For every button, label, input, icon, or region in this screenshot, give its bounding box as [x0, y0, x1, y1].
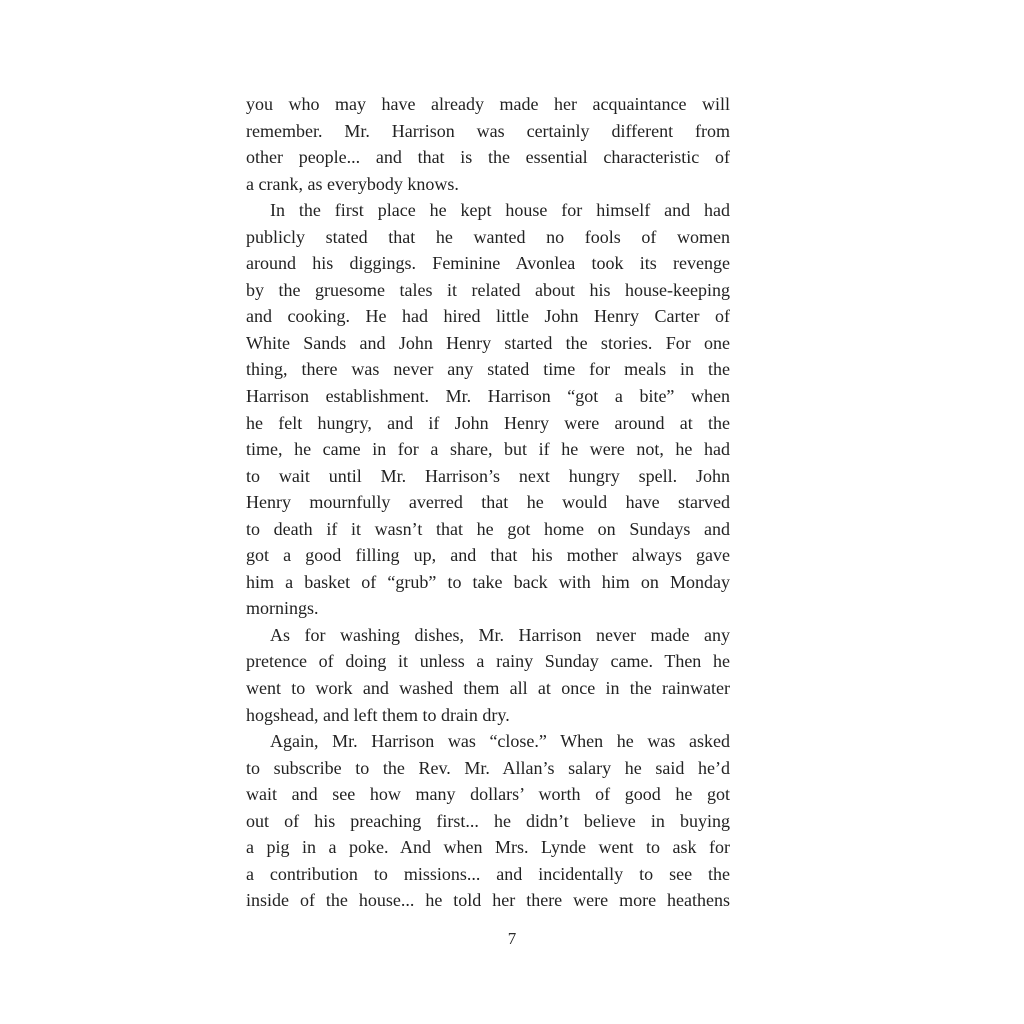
text-line: around his diggings. Feminine Avonlea took its revenge — [246, 253, 730, 274]
paragraph — [246, 622, 730, 728]
text-line: got a good filling up, and that his mother always gave — [246, 545, 730, 566]
text-line: other people... and that is the essential characteristic of — [246, 147, 730, 168]
text-line: by the gruesome tales it related about his house-keeping — [246, 279, 730, 300]
text-line: In the first place he kept house for himself and had — [270, 200, 730, 221]
text-line: inside of the house... he told her there were more heathens — [246, 890, 730, 911]
text-line: thing, there was never any stated time for meals in the — [246, 359, 730, 380]
paragraph — [246, 197, 730, 622]
text-line: you who may have already made her acquaintance will — [246, 94, 730, 114]
text-line: to subscribe to the Rev. Mr. Allan’s salary he said he’d — [246, 757, 730, 778]
text-line: time, he came in for a share, but if he were not, he had — [246, 439, 730, 460]
text-line: hogshead, and left them to drain dry. — [246, 704, 510, 725]
text-line: out of his preaching first... he didn’t believe in buying — [246, 810, 730, 831]
paragraph — [246, 728, 730, 914]
text-line: to death if it wasn’t that he got home on Sundays and — [246, 518, 730, 539]
text-line: went to work and washed them all at once in the rainwater — [246, 678, 730, 699]
text-line: mornings. — [246, 598, 319, 619]
text-line: a pig in a poke. And when Mrs. Lynde went to ask for — [246, 837, 730, 858]
text-line: and cooking. He had hired little John Henry Carter of — [246, 306, 730, 327]
text-line: As for washing dishes, Mr. Harrison never made any — [270, 624, 730, 645]
text-column — [246, 91, 730, 914]
text-line: to wait until Mr. Harrison’s next hungry spell. John — [246, 465, 730, 486]
paragraph — [246, 91, 730, 197]
text-line: remember. Mr. Harrison was certainly different from — [246, 120, 730, 141]
page-number: 7 — [507, 929, 517, 948]
text-line: Again, Mr. Harrison was “close.” When he was asked — [270, 731, 730, 752]
text-line: pretence of doing it unless a rainy Sunday came. Then he — [246, 651, 730, 672]
text-line: he felt hungry, and if John Henry were around at the — [246, 412, 730, 433]
text-line: White Sands and John Henry started the stories. For one — [246, 332, 730, 353]
text-line: a contribution to missions... and incidentally to see the — [246, 863, 730, 884]
text-line: wait and see how many dollars’ worth of good he got — [246, 784, 730, 805]
text-line: Henry mournfully averred that he would have starved — [246, 492, 730, 513]
text-line: Harrison establishment. Mr. Harrison “got a bite” when — [246, 386, 730, 407]
text-line: a crank, as everybody knows. — [246, 173, 459, 194]
text-line: publicly stated that he wanted no fools of women — [246, 226, 730, 247]
text-line: him a basket of “grub” to take back with him on Monday — [246, 571, 730, 592]
